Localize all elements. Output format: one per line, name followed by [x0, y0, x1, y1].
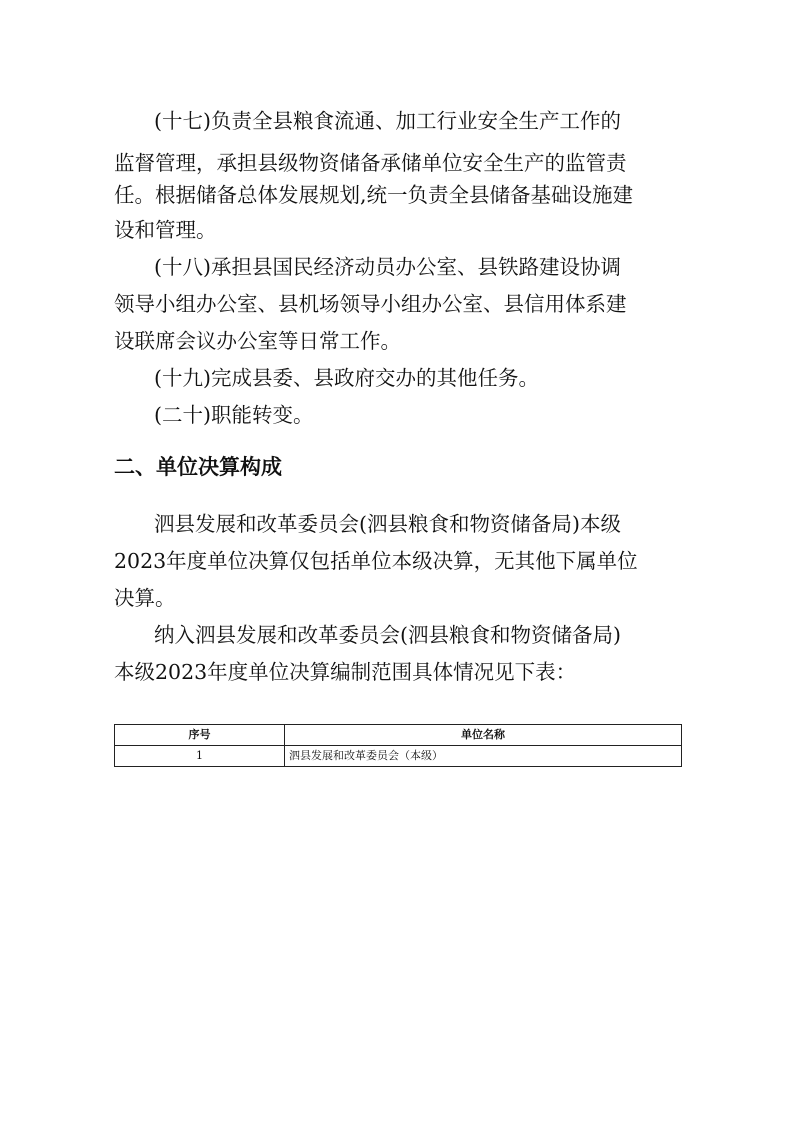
paragraph-17-line-2: 监督管理，承担县级物资储备承储单位安全生产的监管责	[114, 151, 627, 175]
paragraph-18-line-2: 领导小组办公室、县机场领导小组办公室、县信用体系建	[114, 292, 627, 316]
paragraph-18-line-3: 设联席会议办公室等日常工作。	[114, 329, 401, 353]
composition-paragraph-line-1: 泗县发展和改革委员会(泗县粮食和物资储备局)本级	[154, 512, 621, 536]
unit-scope-table	[114, 724, 682, 767]
paragraph-19-line-1: (十九)完成县委、县政府交办的其他任务。	[154, 366, 539, 390]
table-header-row	[115, 725, 682, 746]
cell-serial-number: 1	[115, 746, 285, 767]
composition-paragraph-line-3: 决算。	[114, 586, 176, 610]
paragraph-17-line-4: 设和管理。	[114, 218, 217, 242]
scope-paragraph-line-2: 本级2023年度单位决算编制范围具体情况见下表：	[114, 660, 577, 684]
paragraph-17-line-3: 任。根据储备总体发展规划,统一负责全县储备基础设施建	[114, 183, 634, 207]
paragraph-20-line-1: (二十)职能转变。	[154, 403, 314, 427]
header-serial-number: 序号	[115, 725, 285, 746]
paragraph-18-line-1: (十八)承担县国民经济动员办公室、县铁路建设协调	[154, 255, 621, 279]
section-heading: 二、单位决算构成	[114, 455, 282, 479]
scope-paragraph-line-1: 纳入泗县发展和改革委员会(泗县粮食和物资储备局)	[154, 623, 621, 647]
paragraph-17-line-1: (十七)负责全县粮食流通、加工行业安全生产工作的	[154, 109, 621, 133]
table-row	[115, 746, 682, 767]
header-unit-name: 单位名称	[285, 725, 682, 746]
cell-unit-name: 泗县发展和改革委员会（本级）	[285, 746, 682, 767]
composition-paragraph-line-2: 2023年度单位决算仅包括单位本级决算，无其他下属单位	[114, 549, 638, 573]
